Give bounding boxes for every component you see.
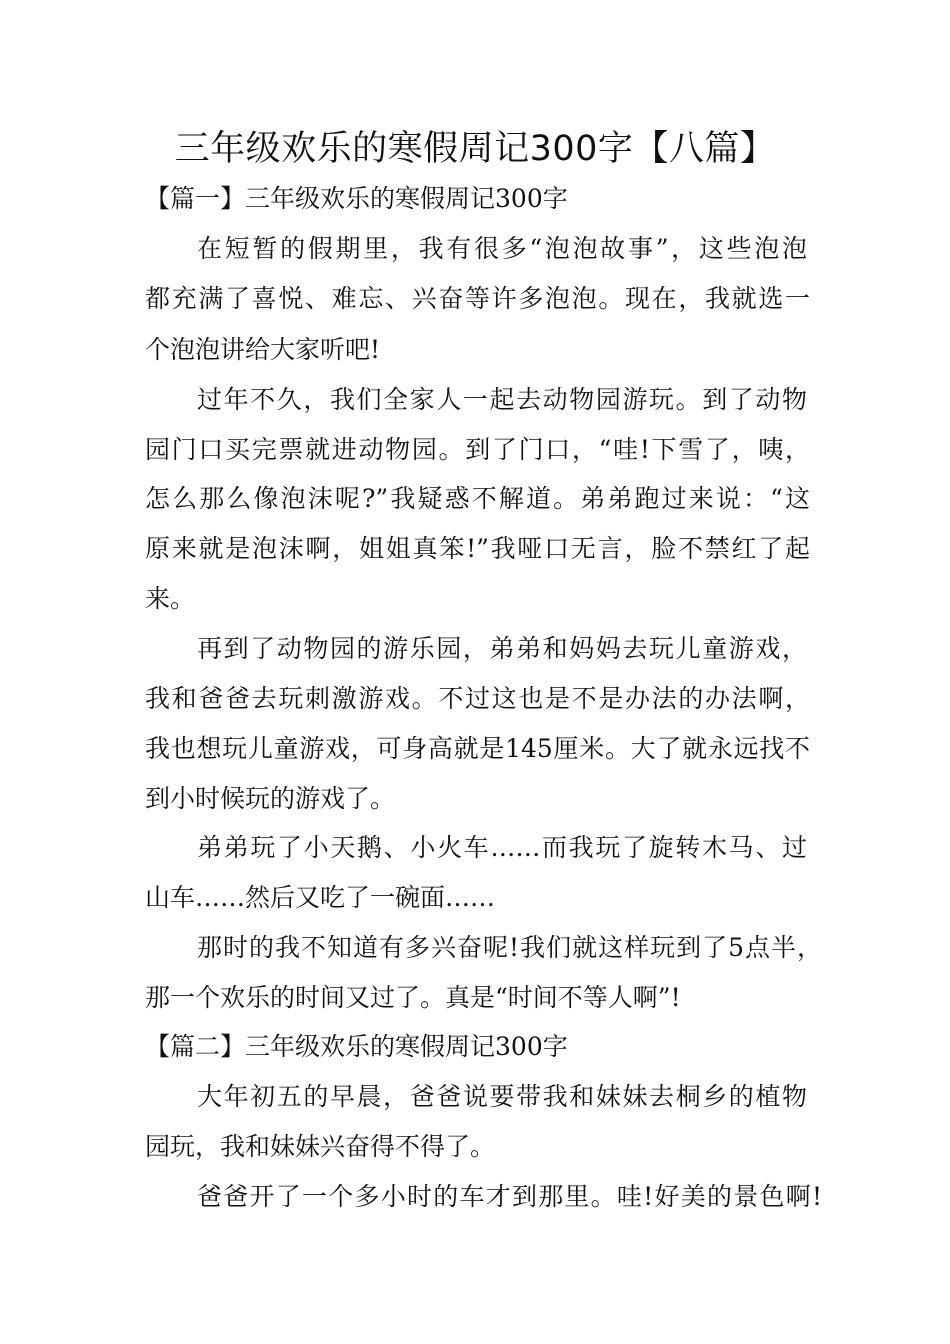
paragraph-line: 个泡泡讲给大家听吧! (145, 335, 381, 364)
paragraph-line: 原来就是泡沫啊，姐姐真笨!”我哑口无言，脸不禁红了起 (145, 534, 810, 563)
paragraph-line: 怎么那么像泡沫呢?”我疑惑不解道。弟弟跑过来说：“这 (145, 484, 810, 513)
paragraph-line: 园玩，我和妹妹兴奋得不得了。 (145, 1132, 496, 1161)
document-title: 三年级欢乐的寒假周记300字【八篇】 (174, 129, 776, 169)
paragraph-line: 那时的我不知道有多兴奋呢!我们就这样玩到了5点半， (197, 933, 822, 962)
paragraph-line: 再到了动物园的游乐园，弟弟和妈妈去玩儿童游戏， (197, 634, 807, 663)
paragraph-line: 爸爸开了一个多小时的车才到那里。哇!好美的景色啊! (197, 1182, 822, 1211)
paragraph-line: 大年初五的早晨，爸爸说要带我和妹妹去桐乡的植物 (197, 1082, 807, 1111)
paragraph-line: 在短暂的假期里，我有很多“泡泡故事”，这些泡泡 (197, 234, 807, 263)
paragraph-line: 弟弟玩了小天鹅、小火车……而我玩了旋转木马、过 (197, 833, 807, 862)
paragraph-line: 山车……然后又吃了一碗面…… (145, 883, 496, 912)
section-heading-1: 【篇一】三年级欢乐的寒假周记300字 (145, 184, 568, 213)
section-heading-2: 【篇二】三年级欢乐的寒假周记300字 (145, 1032, 568, 1061)
paragraph-line: 来。 (145, 584, 196, 613)
paragraph-line: 都充满了喜悦、难忘、兴奋等许多泡泡。现在，我就选一 (145, 284, 810, 313)
paragraph-line: 园门口买完票就进动物园。到了门口，“哇!下雪了，咦， (145, 435, 810, 464)
paragraph-line: 过年不久，我们全家人一起去动物园游玩。到了动物 (197, 385, 807, 414)
paragraph-line: 那一个欢乐的时间又过了。真是“时间不等人啊”! (145, 983, 681, 1012)
paragraph-line: 我也想玩儿童游戏，可身高就是145厘米。大了就永远找不 (145, 734, 810, 763)
paragraph-line: 到小时候玩的游戏了。 (145, 784, 396, 813)
paragraph-line: 我和爸爸去玩刺激游戏。不过这也是不是办法的办法啊， (145, 684, 810, 713)
